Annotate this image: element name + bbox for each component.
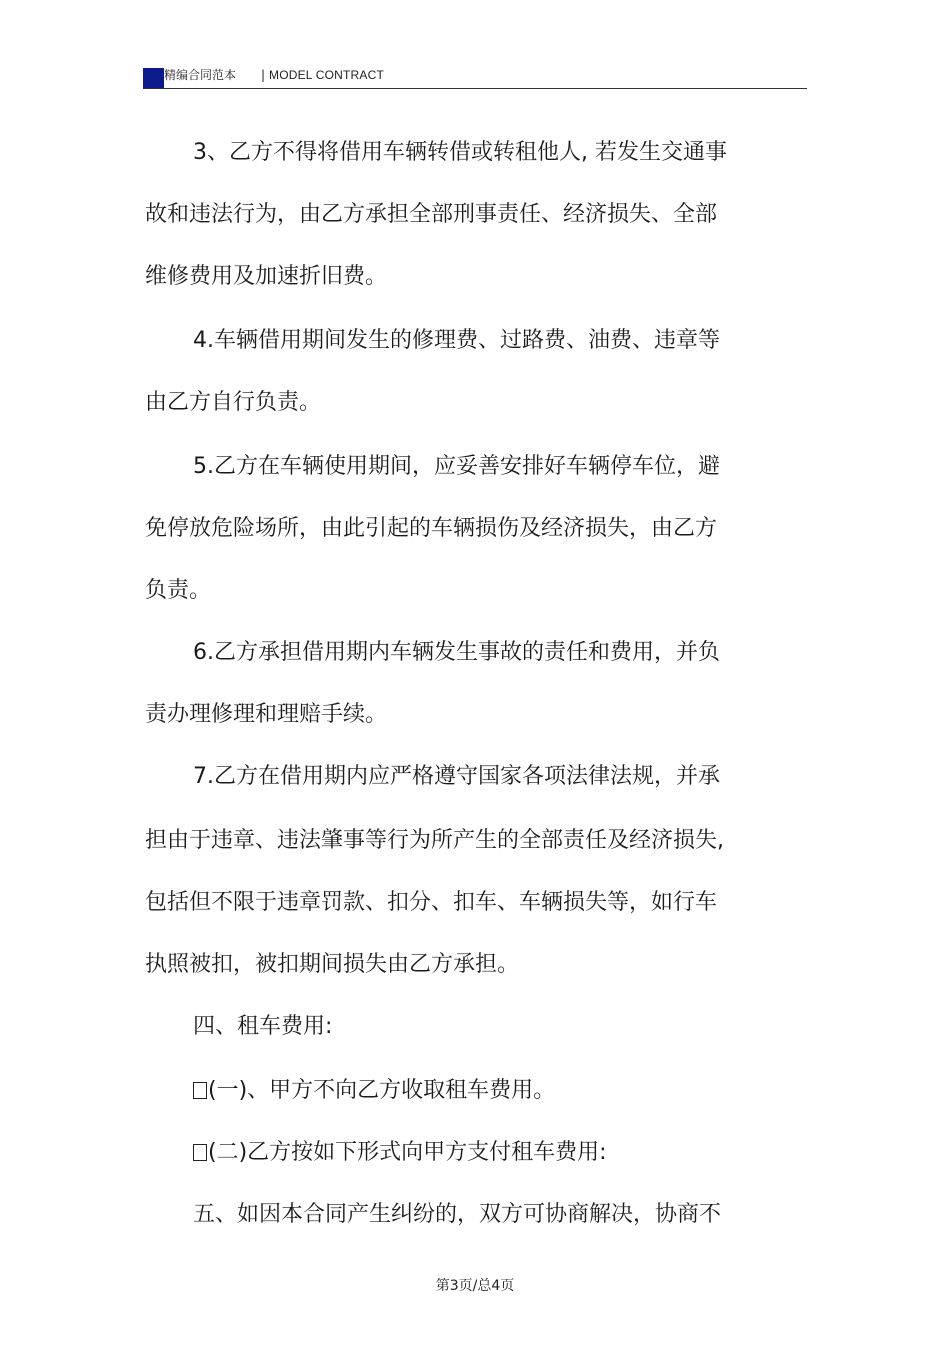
text-line: 责办理修理和理赔手续。 [145, 702, 388, 727]
option-line [193, 1076, 555, 1106]
header-separator: | [261, 68, 266, 82]
text-line: 包括但不限于违章罚款、扣分、扣车、车辆损失等，如行车 [145, 890, 718, 915]
checkbox-icon [193, 1082, 207, 1099]
section-heading: 四、租车费用: [193, 1014, 333, 1039]
header-rule [143, 88, 807, 89]
logo-block [143, 68, 164, 88]
text-line: 7.乙方在借用期内应严格遵守国家各项法律法规，并承 [193, 764, 720, 789]
text-line: 5.乙方在车辆使用期间，应妥善安排好车辆停车位，避 [193, 454, 720, 479]
text-line: 4.车辆借用期间发生的修理费、过路费、油费、违章等 [193, 328, 720, 353]
text-line: 执照被扣，被扣期间损失由乙方承担。 [145, 952, 520, 977]
text-line: 维修费用及加速折旧费。 [145, 264, 388, 289]
section-heading: 五、如因本合同产生纠纷的，双方可协商解决，协商不 [193, 1202, 722, 1227]
text-line: 由乙方自行负责。 [145, 390, 322, 415]
text-line: 担由于违章、违法肇事等行为所产生的全部责任及经济损失, [145, 828, 724, 853]
text-line: 免停放危险场所，由此引起的车辆损伤及经济损失，由乙方 [145, 516, 718, 541]
text-line: 3、乙方不得将借用车辆转借或转租他人, 若发生交通事 [193, 140, 727, 165]
checkbox-icon [193, 1144, 207, 1161]
page-number: 第3页/总4页 [435, 1278, 515, 1294]
option-line [193, 1138, 607, 1168]
text-line: 6.乙方承担借用期内车辆发生事故的责任和费用，并负 [193, 640, 720, 665]
header-title: 精编合同范本 [164, 68, 237, 82]
page-header [143, 66, 807, 90]
option-label: (二)乙方按如下形式向甲方支付租车费用: [208, 1140, 607, 1165]
text-line: 负责。 [145, 578, 212, 603]
header-subtitle: MODEL CONTRACT [269, 68, 385, 82]
text-line: 故和违法行为，由乙方承担全部刑事责任、经济损失、全部 [145, 202, 718, 227]
option-label: (一)、甲方不向乙方收取租车费用。 [208, 1078, 556, 1103]
